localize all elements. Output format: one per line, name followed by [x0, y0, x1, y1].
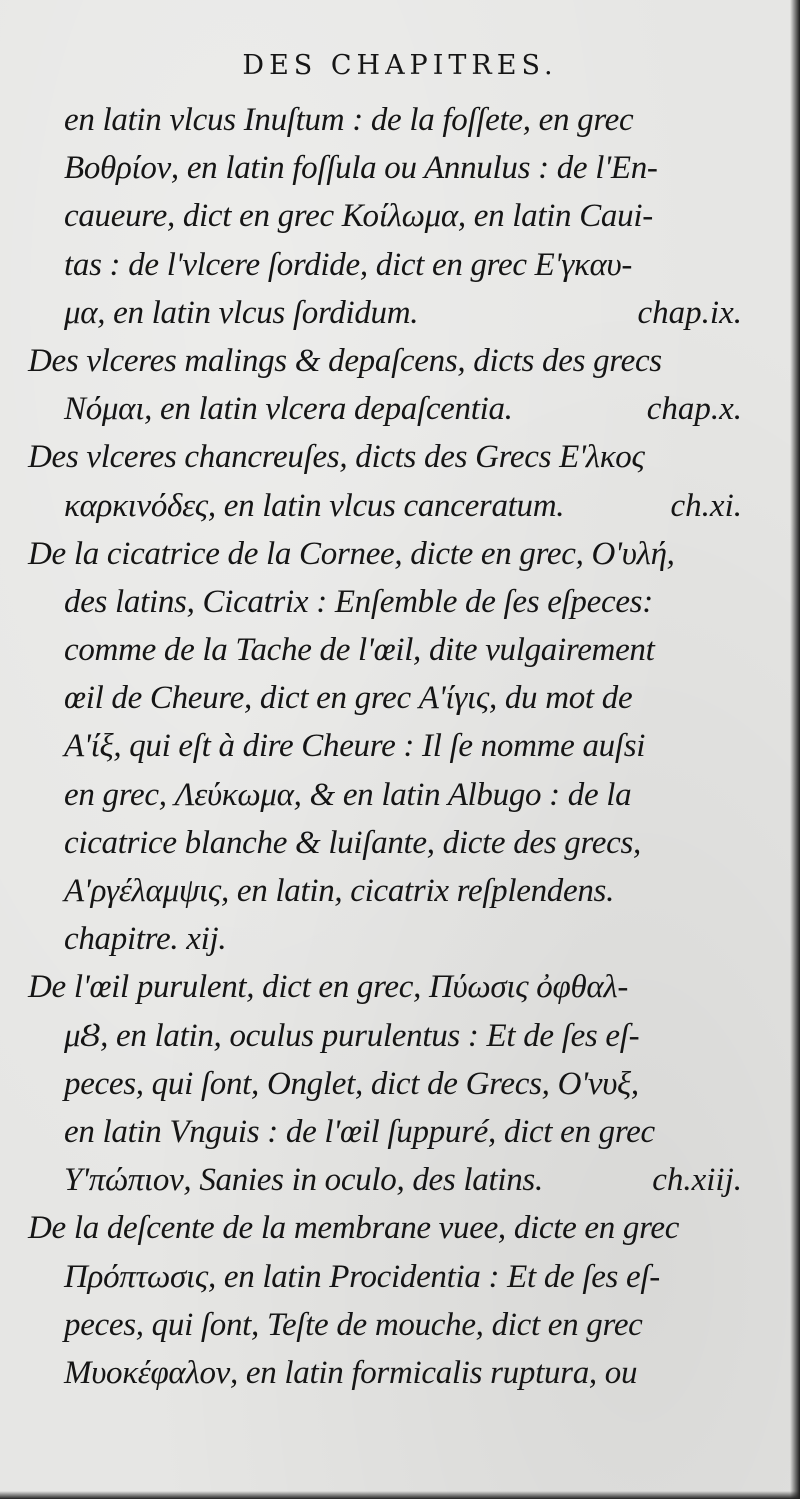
line-text: De l'œil purulent, dict en grec, Πύωσις ὀφθαλ- — [28, 969, 629, 1006]
entry-continuation-line — [0, 289, 800, 337]
line-text: De la deſcente de la membrane vuee, dicte en grec — [28, 1210, 680, 1247]
line-text: en latin Vnguis : de l'œil ſuppuré, dict en grec — [64, 1113, 655, 1150]
line-text: peces, qui ſont, Teſte de mouche, dict en grec — [64, 1306, 643, 1343]
entry-continuation-line — [0, 1253, 800, 1301]
line-text: Υ'πώπιον, Sanies in oculo, des latins. — [64, 1162, 543, 1199]
page-bottom-shadow — [0, 1491, 800, 1499]
table-of-contents-text — [0, 96, 800, 1397]
entry-first-line — [0, 1204, 800, 1252]
entry-continuation-line — [0, 1012, 800, 1060]
running-head: DES CHAPITRES. — [242, 50, 558, 81]
entry-continuation-line — [0, 578, 800, 626]
line-text: Πρόπτωσις, en latin Procidentia : Et de ſes eſ- — [64, 1258, 660, 1295]
entry-continuation-line — [0, 1349, 800, 1397]
line-text: Des vlceres chancreuſes, dicts des Grecs Ε'λκος — [28, 439, 645, 476]
page-edge-shadow — [790, 0, 800, 1499]
line-text: μȢ, en latin, oculus purulentus : Et de ſes eſ- — [64, 1017, 640, 1054]
entry-continuation-line — [0, 626, 800, 674]
line-text: Βοθρίον, en latin foſſula ou Annulus : de l'En- — [64, 150, 658, 187]
entry-first-line — [0, 963, 800, 1011]
line-text: Νόμαι, en latin vlcera depaſcentia. — [64, 391, 513, 428]
line-text: Des vlceres malings & depaſcens, dicts des grecs — [28, 342, 662, 379]
entry-continuation-line — [0, 819, 800, 867]
entry-continuation-line — [0, 96, 800, 144]
line-text: œil de Cheure, dict en grec Α'ίγις, du mot de — [64, 680, 633, 717]
line-text: De la cicatrice de la Cornee, dicte en grec, Ο'υλή, — [28, 535, 675, 572]
line-text: en latin vlcus Inuſtum : de la foſſete, en grec — [64, 102, 634, 138]
line-text: caueure, dict en grec Κοίλωμα, en latin Caui- — [64, 198, 653, 235]
chapter-number: ch.xiij. — [652, 1162, 742, 1199]
entry-continuation-line — [0, 771, 800, 819]
entry-continuation-line — [0, 674, 800, 722]
line-text: des latins, Cicatrix : Enſemble de ſes eſpeces: — [64, 583, 653, 620]
entry-continuation-line — [0, 1156, 800, 1204]
entry-continuation-line — [0, 385, 800, 433]
line-text: Μυοκέφαλον, en latin formicalis ruptura, ou — [64, 1354, 638, 1391]
entry-continuation-line — [0, 867, 800, 915]
line-text: cicatrice blanche & luiſante, dicte des grecs, — [64, 824, 641, 861]
entry-continuation-line — [0, 192, 800, 240]
line-text: Α'ργέλαμψις, en latin, cicatrix reſplendens. — [64, 873, 615, 909]
entry-continuation-line — [0, 144, 800, 192]
chapter-number: ch.xi. — [670, 487, 742, 524]
entry-continuation-line — [0, 915, 800, 963]
entry-first-line — [0, 530, 800, 578]
chapter-number: chap.ix. — [637, 294, 742, 331]
line-text: tas : de l'vlcere ſordide, dict en grec Ε'γκαυ- — [64, 246, 633, 283]
entry-continuation-line — [0, 241, 800, 289]
entry-continuation-line — [0, 482, 800, 530]
entry-continuation-line — [0, 1060, 800, 1108]
line-text: μα, en latin vlcus ſordidum. — [64, 294, 419, 331]
line-text: καρκινόδες, en latin vlcus canceratum. — [64, 487, 565, 524]
entry-continuation-line — [0, 1301, 800, 1349]
line-text: en grec, Λεύκωμα, & en latin Albugo : de la — [64, 776, 632, 813]
line-text: comme de la Tache de l'œil, dite vulgairement — [64, 632, 655, 669]
entry-first-line — [0, 337, 800, 385]
line-text: chapitre. xij. — [64, 921, 227, 958]
entry-first-line — [0, 433, 800, 481]
entry-continuation-line — [0, 722, 800, 770]
line-text: Α'ίξ, qui eſt à dire Cheure : Il ſe nomme auſsi — [64, 728, 646, 765]
chapter-number: chap.x. — [646, 391, 742, 428]
line-text: peces, qui ſont, Onglet, dict de Grecs, Ο'νυξ, — [64, 1065, 639, 1102]
entry-continuation-line — [0, 1108, 800, 1156]
